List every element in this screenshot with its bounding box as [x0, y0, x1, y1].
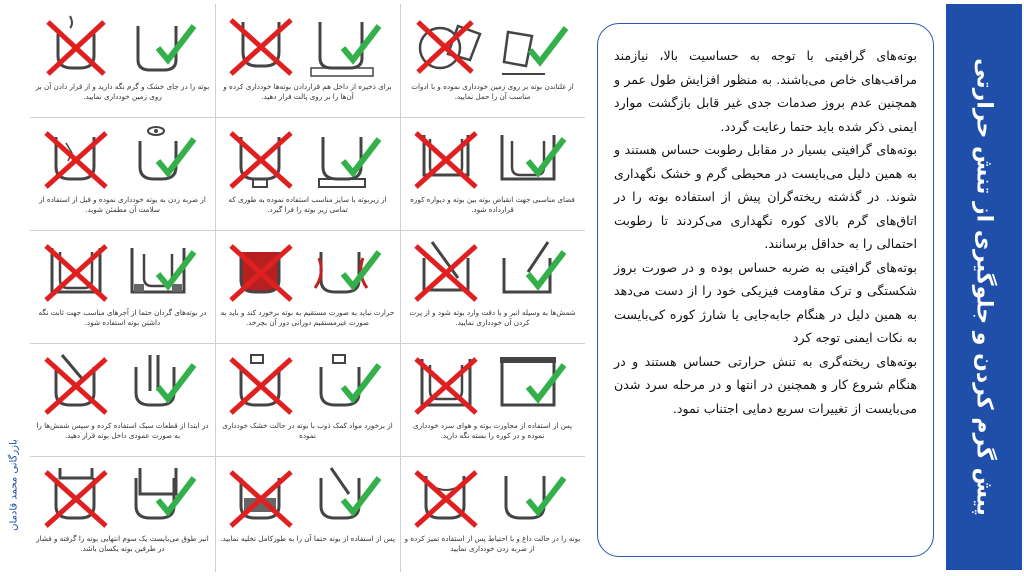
panel-indirect-flame [217, 232, 398, 341]
right-illustration-icon [502, 135, 564, 179]
panel-caption: در ابتدا از قطعات سبک استفاده کرده و سپس شمش‌ها را به صورت عمودی داخل بوته قرار دهید. [36, 421, 209, 440]
right-illustration-icon [500, 357, 564, 405]
panel-lifting-tongs [32, 458, 213, 567]
wrong-illustration-icon [48, 16, 104, 74]
right-illustration-icon [311, 22, 379, 76]
panel-caption: از ضربه زدن به بوته خودداری نموده و قبل از استفاده از سلامت آن مطمئن شوید. [39, 195, 206, 214]
panel-caption: شمش‌ها به وسیله انبر و با دقت وارد بوته شود و از پرت کردن آن خودداری نمایید. [409, 308, 576, 327]
panel-caption: از غلتاندن بوته بر روی زمین خودداری نموده و با ادوات مناسب آن را حمل نمایید. [411, 82, 574, 101]
panel-caption: در بوته‌های گردان حتما از آجرهای مناسب جهت ثابت نگه داشتن بوته استفاده شود. [38, 308, 207, 327]
right-illustration-icon [140, 127, 194, 179]
panel-stacking [217, 6, 398, 115]
panel-caption: بوته را در حالت داغ و با احتیاط پس از استفاده تمیز کرده و از ضربه زدن خودداری نمایید [404, 534, 581, 553]
panel-tongs-charging [402, 232, 583, 341]
wrong-illustration-icon [416, 133, 476, 187]
panel-base-size [217, 119, 398, 228]
panel-caption: برای ذخیره از داخل هم قراردادن بوته‌ها خودداری کرده و آن‌ها را بر روی پالت قرار دهید. [223, 82, 392, 101]
wrong-illustration-icon [46, 468, 106, 526]
right-illustration-icon [315, 252, 379, 292]
panel-dry-storage [32, 6, 213, 115]
right-illustration-icon [506, 476, 564, 518]
panel-empty-after-use [217, 458, 398, 567]
right-illustration-icon [132, 248, 194, 292]
credit-text: بازرگانی محمد قادمان [8, 439, 20, 531]
wrong-illustration-icon [231, 20, 291, 74]
body-paragraph: بوته‌های گرافیتی بسیار در مقابل رطوبت حساس هستند و به همین دلیل می‌بایست در محیطی گرم و خشک نگهداری شوند. در گذشته ریخته‌گران پیش از استفاده بوته را در اتاق‌های گرم بالای کوره نگهداری می‌کردند تا رطوبت احتمالی را به حداقل برسانند. [614, 142, 917, 251]
right-illustration-icon [321, 468, 379, 518]
wrong-illustration-icon [416, 472, 476, 526]
description-box [597, 23, 934, 557]
panel-caption: پس از استفاده از مجاورت بوته و هوای سرد خودداری نموده و در کوره را بسته نگه دارید. [412, 421, 573, 440]
wrong-illustration-icon [418, 22, 480, 72]
panel-caption: فضای مناسبی جهت انقباض بوته بین بوته و دیواره کوره قرارداده شود. [410, 195, 575, 214]
body-paragraph: بوته‌های گرافیتی به ضربه حساس بوده و در صورت بروز شکستگی و ترک مقاومت فیزیکی خود را از دست می‌دهد به همین دلیل در هنگام جابه‌جایی یا شارژ کوره کی‌بایست به نکات ایمنی توجه کرد [614, 259, 917, 345]
panel-caption: بوته را در جای خشک و گرم نگه دارید و از قرار دادن آن بر روی زمین خودداری نمایید. [35, 82, 210, 101]
right-illustration-icon [319, 137, 379, 187]
panel-roll-crucible [402, 6, 583, 115]
panel-cleaning [402, 458, 583, 567]
panel-flux [217, 345, 398, 454]
panel-tilting-bricks [32, 232, 213, 341]
panel-caption: حرارت نباید به صورت مستقیم به بوته برخورد کند و باید به صورت غیرمستقیم دورانی دور آن بچرخد. [220, 308, 395, 327]
panel-caption: انبر طوق می‌بایست یک سوم انتهایی بوته را گرفته و فشار در طرفین بوته یکسان باشد. [36, 534, 209, 553]
panel-caption: از برخورد مواد کمک ذوب با بوته در حالت خشک خودداری نموده [222, 421, 393, 440]
wrong-illustration-icon [46, 246, 106, 300]
title-bar [946, 4, 1022, 570]
right-illustration-icon [502, 28, 566, 74]
page-title: پیش گرم کردن و جلوگیری از تنش حرارتی [971, 58, 997, 516]
instruction-grid [30, 4, 585, 572]
panel-caption: پس از استفاده از بوته حتما آن را به طورکامل تخلیه نمایید. [220, 534, 395, 543]
panel-expansion-space [402, 119, 583, 228]
right-illustration-icon [136, 355, 194, 405]
panel-inspect [32, 119, 213, 228]
wrong-illustration-icon [416, 242, 476, 300]
wrong-illustration-icon [46, 355, 106, 413]
body-paragraph: بوته‌های ریخته‌گری به تنش حرارتی حساس هستند و در هنگام شروع کار و همچنین در انتها و در مرحله سرد شدن می‌بایست از تغییرات سریع دمایی اجتناب نمود. [614, 353, 917, 416]
credit [2, 400, 26, 570]
right-illustration-icon [321, 355, 379, 405]
wrong-illustration-icon [46, 133, 106, 187]
wrong-illustration-icon [416, 359, 476, 413]
right-illustration-icon [138, 26, 194, 70]
panel-cooling [402, 345, 583, 454]
wrong-illustration-icon [231, 246, 291, 300]
panel-light-pieces [32, 345, 213, 454]
panel-caption: از زیربوته با سایز مناسب استفاده نموده به طوری که تمامی زیر بوته را فرا گیرد. [228, 195, 387, 214]
right-illustration-icon [136, 468, 194, 518]
wrong-illustration-icon [231, 133, 291, 187]
wrong-illustration-icon [231, 355, 291, 413]
right-illustration-icon [504, 242, 564, 292]
body-paragraph: بوته‌های گرافیتی با توجه به حساسیت بالا، نیازمند مراقب‌های خاص می‌باشند. به منظور افزایش طول عمر و همچنین عدم بروز صدمات جدی غیر قابل بازگشت موارد ایمنی ذکر شده باید حتما رعایت گردد. [614, 48, 917, 134]
wrong-illustration-icon [231, 472, 291, 526]
